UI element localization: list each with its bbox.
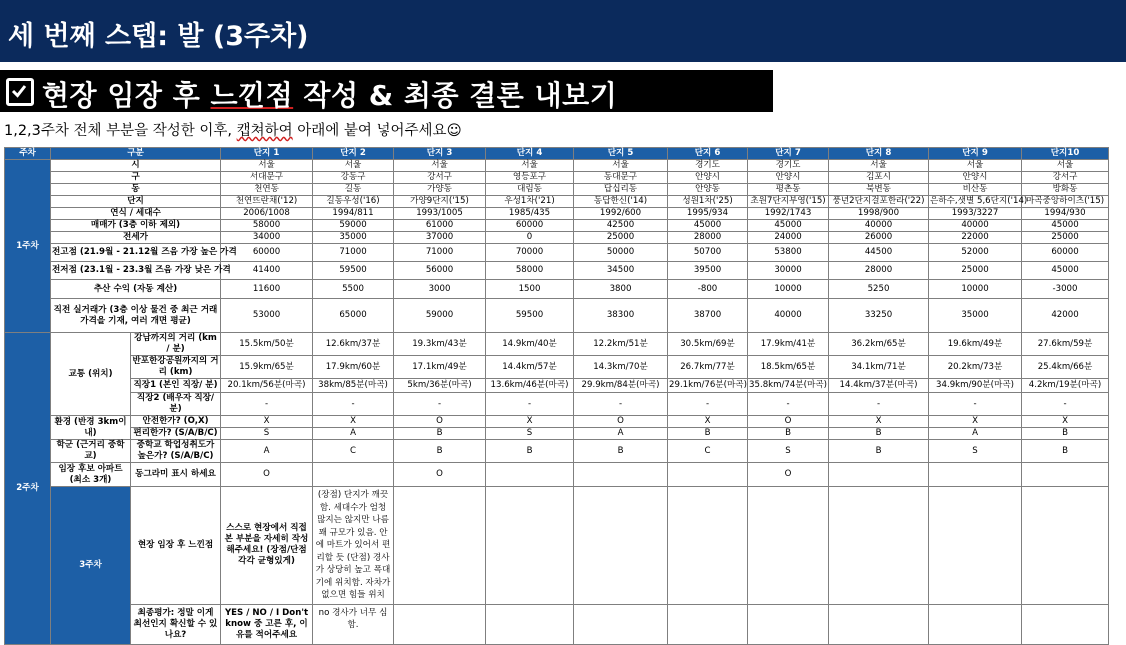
table-row — [5, 184, 1109, 196]
row-label: 최종평가: 정말 이게 최선인지 확신할 수 있나요? — [131, 604, 221, 644]
value-cell: 1992/600 — [574, 208, 668, 220]
value-cell: 마곡중앙하이츠('15) — [1022, 196, 1109, 208]
value-cell: 4.2km/19분(마곡) — [1022, 379, 1109, 393]
value-cell: 19.6km/49분 — [929, 333, 1022, 356]
table-row — [5, 244, 1109, 262]
value-cell: 서울 — [313, 160, 394, 172]
value-cell: 3000 — [394, 280, 486, 299]
value-cell: 60000 — [486, 220, 574, 232]
value-cell: 은하수,샛별 5,6단지('14) — [930, 196, 1028, 206]
value-cell: 59000 — [394, 299, 486, 333]
row-label: 매매가 (3층 이하 제외) — [51, 220, 221, 232]
value-cell: B — [748, 428, 829, 440]
value-cell: 15.5km/50분 — [221, 333, 313, 356]
value-cell: 30.5km/69분 — [668, 333, 748, 356]
complex-header: 단지 2 — [313, 148, 394, 160]
row-sublabel: 직장1 (본인 직장/ 분) — [131, 379, 221, 393]
section-heading — [0, 70, 773, 112]
value-cell — [668, 463, 748, 487]
complex-header: 단지10 — [1022, 148, 1109, 160]
value-cell: - — [486, 393, 574, 416]
value-cell: 70000 — [486, 244, 574, 262]
value-cell: 38km/85분(마곡) — [313, 379, 394, 393]
value-cell: 45000 — [1022, 220, 1109, 232]
value-cell — [829, 604, 929, 644]
complex-header: 단지 6 — [668, 148, 748, 160]
value-cell: 59000 — [313, 220, 394, 232]
value-cell: B — [829, 428, 929, 440]
value-cell: - — [748, 393, 829, 416]
complex-header: 단지 9 — [929, 148, 1022, 160]
value-cell: B — [394, 428, 486, 440]
value-cell: B — [394, 440, 486, 463]
row-sublabel: 중학교 학업성취도가 높은가? (S/A/B/C) — [131, 440, 221, 463]
value-cell: 동대문구 — [574, 172, 668, 184]
row-sublabel: 스스로 현장에서 직접 본 부분을 자세히 작성해주세요! (장점/단점 각각 균형있게) — [221, 487, 313, 605]
value-cell: 1985/435 — [486, 208, 574, 220]
value-cell: 71000 — [394, 244, 486, 262]
value-cell: 강동구 — [313, 172, 394, 184]
value-cell: 서울 — [929, 160, 1022, 172]
value-cell: 59500 — [486, 299, 574, 333]
value-cell: 1500 — [486, 280, 574, 299]
complex-header: 단지 1 — [221, 148, 313, 160]
value-cell: 1998/900 — [829, 208, 929, 220]
value-cell: 서울 — [574, 160, 668, 172]
value-cell: 답십리동 — [574, 184, 668, 196]
row-label: 환경 (반경 3km이내) — [51, 416, 131, 440]
row-sublabel: 편리한가? (S/A/B/C) — [131, 428, 221, 440]
value-cell: 11600 — [221, 280, 313, 299]
value-cell: O — [748, 463, 829, 487]
row-label: 전저점 (23.1월 - 23.3월 즈음 가장 낮은 가격 — [51, 262, 221, 280]
value-cell: 33250 — [829, 299, 929, 333]
value-cell: 풍년2단지걸포한라('22) — [829, 196, 929, 208]
value-cell — [748, 487, 829, 605]
value-cell: 15.9km/65분 — [221, 356, 313, 379]
value-cell: 34000 — [221, 232, 313, 244]
value-cell: 14.3km/70분 — [574, 356, 668, 379]
value-cell: - — [221, 393, 313, 416]
complex-header: 단지 7 — [748, 148, 829, 160]
value-cell: 12.6km/37분 — [313, 333, 394, 356]
value-cell — [668, 604, 748, 644]
row-label: 시 — [51, 160, 221, 172]
row-label: 연식 / 세대수 — [51, 208, 221, 220]
complex-header: 단지 3 — [394, 148, 486, 160]
value-cell: 평촌동 — [748, 184, 829, 196]
value-cell: 서울 — [394, 160, 486, 172]
row-label: 직전 실거래가 (3층 이상 물건 중 최근 거래 가격을 기재, 여러 개면 평균) — [51, 299, 221, 333]
value-cell: 35.8km/74분(마곡) — [748, 379, 829, 393]
week-label: 1주차 — [5, 160, 51, 333]
value-cell: 34500 — [574, 262, 668, 280]
value-cell: 17.9km/60분 — [313, 356, 394, 379]
value-cell: 42500 — [574, 220, 668, 232]
value-cell: 0 — [486, 232, 574, 244]
value-cell: - — [829, 393, 929, 416]
value-cell: X — [1022, 416, 1109, 428]
value-cell: 5250 — [829, 280, 929, 299]
value-cell: 안양시 — [748, 172, 829, 184]
value-cell: S — [748, 440, 829, 463]
value-cell: 60000 — [221, 244, 313, 262]
checkbox-icon — [6, 78, 34, 106]
value-cell: 동답한신('14) — [574, 196, 668, 208]
complex-header: 단지 8 — [829, 148, 929, 160]
value-cell: 71000 — [313, 244, 394, 262]
value-cell: 50000 — [574, 244, 668, 262]
value-cell: 25.4km/66분 — [1022, 356, 1109, 379]
value-cell: 가양동 — [394, 184, 486, 196]
value-cell — [929, 463, 1022, 487]
value-cell — [1022, 487, 1109, 605]
value-cell: A — [313, 428, 394, 440]
value-cell: B — [829, 440, 929, 463]
value-cell — [574, 463, 668, 487]
table-row — [5, 299, 1109, 333]
value-cell: 서울 — [221, 160, 313, 172]
value-cell — [486, 487, 574, 605]
value-cell: O — [221, 463, 313, 487]
value-cell — [574, 604, 668, 644]
row-sublabel: 동그라미 표시 하세요 — [131, 463, 221, 487]
value-cell: 12.2km/51분 — [574, 333, 668, 356]
value-cell: 26.7km/77분 — [668, 356, 748, 379]
row-label: 전세가 — [51, 232, 221, 244]
value-cell: - — [668, 393, 748, 416]
value-cell: 36.2km/65분 — [829, 333, 929, 356]
value-cell: 61000 — [394, 220, 486, 232]
value-cell: 우성1차('21) — [486, 196, 574, 208]
value-cell: 가양9단지('15) — [394, 196, 486, 208]
value-cell: 17.1km/49분 — [394, 356, 486, 379]
value-cell: 17.9km/41분 — [748, 333, 829, 356]
value-cell: 37000 — [394, 232, 486, 244]
value-cell — [486, 463, 574, 487]
week-label: 2주차 — [5, 333, 51, 645]
value-cell: 경기도 — [668, 160, 748, 172]
value-cell: 34.9km/90분(마곡) — [929, 379, 1022, 393]
value-cell: O — [394, 416, 486, 428]
value-cell: 길동 — [313, 184, 394, 196]
value-cell: -800 — [668, 280, 748, 299]
value-cell: A — [929, 428, 1022, 440]
table-row — [5, 379, 1109, 393]
value-cell — [1022, 463, 1109, 487]
value-cell: 26000 — [829, 232, 929, 244]
analysis-table — [4, 147, 1109, 645]
page-title: 세 번째 스텝: 발 (3주차) — [8, 21, 309, 52]
table-row — [5, 160, 1109, 172]
value-cell: 대림동 — [486, 184, 574, 196]
value-cell: X — [313, 416, 394, 428]
value-cell: 30000 — [748, 262, 829, 280]
row-label: 임장 후보 아파트 (최소 3개) — [51, 463, 131, 487]
value-cell: 10000 — [748, 280, 829, 299]
table-row — [5, 487, 1109, 605]
value-cell — [748, 604, 829, 644]
row-sublabel: 강남까지의 거리 (km / 분) — [131, 333, 221, 356]
table-row — [5, 393, 1109, 416]
value-cell: 10000 — [929, 280, 1022, 299]
value-cell: C — [668, 440, 748, 463]
value-cell — [668, 487, 748, 605]
value-cell: O — [748, 416, 829, 428]
value-cell: - — [394, 393, 486, 416]
value-cell: B — [1022, 428, 1109, 440]
value-cell: 북변동 — [829, 184, 929, 196]
instruction-text: 1,2,3주차 전체 부분을 작성한 이후, 캡쳐하여 아래에 붙여 넣어주세요☺ — [4, 123, 462, 139]
table-row — [5, 356, 1109, 379]
value-cell: 44500 — [829, 244, 929, 262]
value-cell: 천연동 — [221, 184, 313, 196]
value-cell: 1994/811 — [313, 208, 394, 220]
value-cell: 28000 — [668, 232, 748, 244]
value-cell: O — [574, 416, 668, 428]
value-cell: 초원7단지부영('15) — [748, 196, 829, 208]
value-cell: 38700 — [668, 299, 748, 333]
value-cell: 65000 — [313, 299, 394, 333]
row-label: 추산 수익 (자동 계산) — [51, 280, 221, 299]
value-cell: - — [1022, 393, 1109, 416]
row-label: 동 — [51, 184, 221, 196]
value-cell: B — [486, 440, 574, 463]
analysis-table-wrap — [4, 147, 1108, 640]
value-cell: 서대문구 — [221, 172, 313, 184]
value-cell: 45000 — [668, 220, 748, 232]
value-cell: 59500 — [313, 262, 394, 280]
value-cell: 41400 — [221, 262, 313, 280]
value-cell: 20.2km/73분 — [929, 356, 1022, 379]
row-label: 구 — [51, 172, 221, 184]
complex-header: 단지 5 — [574, 148, 668, 160]
value-cell: 28000 — [829, 262, 929, 280]
value-cell: 24000 — [748, 232, 829, 244]
heading-text: 현장 임장 후 느낀점 작성 & 최종 결론 내보기 — [42, 79, 618, 112]
value-cell — [394, 604, 486, 644]
value-cell: X — [221, 416, 313, 428]
value-cell: 안양시 — [929, 172, 1022, 184]
value-cell: 60000 — [1022, 244, 1109, 262]
value-cell — [929, 604, 1022, 644]
table-row — [5, 262, 1109, 280]
value-cell: 19.3km/43분 — [394, 333, 486, 356]
value-cell: 45000 — [748, 220, 829, 232]
table-row — [5, 172, 1109, 184]
value-cell: B — [574, 440, 668, 463]
value-cell: 안양시 — [668, 172, 748, 184]
header-row — [5, 148, 1109, 160]
value-cell: X — [668, 416, 748, 428]
value-cell: B — [668, 428, 748, 440]
value-cell: 천연뜨란채('12) — [221, 196, 313, 208]
value-cell: -3000 — [1022, 280, 1109, 299]
title-bar — [0, 0, 1126, 62]
value-cell — [486, 604, 574, 644]
value-cell: 22000 — [929, 232, 1022, 244]
value-cell: A — [221, 440, 313, 463]
row-label: 전고점 (21.9월 - 21.12월 즈음 가장 높은 가격 — [51, 244, 221, 262]
value-cell: - — [574, 393, 668, 416]
value-cell: X — [829, 416, 929, 428]
row-label: 학군 (근거리 중학교) — [51, 440, 131, 463]
table-row — [5, 196, 1109, 208]
value-cell: 경기도 — [748, 160, 829, 172]
table-row — [5, 232, 1109, 244]
value-cell: 25000 — [929, 262, 1022, 280]
value-cell — [1022, 604, 1109, 644]
table-row — [5, 416, 1109, 428]
table-row — [5, 428, 1109, 440]
value-cell: A — [574, 428, 668, 440]
value-cell: 2006/1008 — [221, 208, 313, 220]
value-cell: 3800 — [574, 280, 668, 299]
value-cell: 25000 — [574, 232, 668, 244]
value-cell: 서울 — [1022, 160, 1109, 172]
table-row — [5, 208, 1109, 220]
value-cell: X — [486, 416, 574, 428]
value-cell: 성원1차('25) — [668, 196, 748, 208]
value-cell: 김포시 — [829, 172, 929, 184]
value-cell: 영등포구 — [486, 172, 574, 184]
value-cell: 비산동 — [929, 184, 1022, 196]
value-cell: 56000 — [394, 262, 486, 280]
table-row — [5, 604, 1109, 644]
week-header: 주차 — [5, 148, 51, 160]
value-cell: 35000 — [313, 232, 394, 244]
value-cell: 20.1km/56분(마곡) — [221, 379, 313, 393]
value-cell — [313, 463, 394, 487]
value-cell: 1993/1005 — [394, 208, 486, 220]
value-cell: 53800 — [748, 244, 829, 262]
value-cell: 13.6km/46분(마곡) — [486, 379, 574, 393]
row-label: 단지 — [51, 196, 221, 208]
value-cell: 1995/934 — [668, 208, 748, 220]
value-cell: 강서구 — [394, 172, 486, 184]
value-cell: 1993/3227 — [929, 208, 1022, 220]
table-row — [5, 280, 1109, 299]
table-row — [5, 440, 1109, 463]
value-cell: 14.4km/37분(마곡) — [829, 379, 929, 393]
row-sublabel: 반포한강공원까지의 거리 (km) — [132, 356, 219, 377]
value-cell: S — [486, 428, 574, 440]
value-cell: X — [929, 416, 1022, 428]
value-cell — [929, 487, 1022, 605]
value-cell: 34.1km/71분 — [829, 356, 929, 379]
value-cell: 42000 — [1022, 299, 1109, 333]
value-cell — [829, 487, 929, 605]
value-cell: 5500 — [313, 280, 394, 299]
value-cell: 서울 — [829, 160, 929, 172]
row-label: 현장 임장 후 느낀점 — [131, 487, 221, 605]
value-cell: 45000 — [1022, 262, 1109, 280]
value-cell: 14.4km/57분 — [486, 356, 574, 379]
value-cell: 52000 — [929, 244, 1022, 262]
value-cell — [394, 487, 486, 605]
row-sublabel: YES / NO / I Don't know 중 고른 후, 이유를 적어주세요 — [221, 604, 313, 644]
value-cell: 39500 — [668, 262, 748, 280]
value-cell — [829, 463, 929, 487]
value-cell: 40000 — [829, 220, 929, 232]
value-cell: 14.9km/40분 — [486, 333, 574, 356]
value-cell: - — [313, 393, 394, 416]
value-cell: 서울 — [486, 160, 574, 172]
value-cell: - — [929, 393, 1022, 416]
category-header: 구분 — [51, 148, 221, 160]
value-cell: 1992/1743 — [748, 208, 829, 220]
value-cell: 29.9km/84분(마곡) — [574, 379, 668, 393]
value-cell: S — [929, 440, 1022, 463]
value-cell: 58000 — [486, 262, 574, 280]
value-cell: 29.1km/76분(마곡) — [668, 379, 748, 393]
value-cell: 1994/930 — [1022, 208, 1109, 220]
value-cell: C — [313, 440, 394, 463]
value-cell: 38300 — [574, 299, 668, 333]
note-cell: no 경사가 너무 심함. — [313, 604, 394, 644]
value-cell: 길동우성('16) — [313, 196, 394, 208]
value-cell: B — [1022, 440, 1109, 463]
table-row — [5, 220, 1109, 232]
value-cell: 35000 — [929, 299, 1022, 333]
value-cell: 27.6km/59분 — [1022, 333, 1109, 356]
complex-header: 단지 4 — [486, 148, 574, 160]
value-cell: 58000 — [221, 220, 313, 232]
value-cell: 5km/36분(마곡) — [394, 379, 486, 393]
value-cell: O — [394, 463, 486, 487]
table-row — [5, 333, 1109, 356]
value-cell: 40000 — [748, 299, 829, 333]
row-sublabel: 직장2 (배우자 직장/ 분) — [131, 393, 221, 416]
value-cell: 53000 — [221, 299, 313, 333]
note-cell: (장점) 단지가 깨끗함. 세대수가 엄청 많지는 않지만 나름 꽤 규모가 있음. 안에 마트가 있어서 편리할 듯 (단점) 경사가 상당히 높고 폭대기에 위치함. 자차가 없으면 힘들 위치 — [313, 487, 394, 605]
value-cell: 40000 — [929, 220, 1022, 232]
row-label: 교통 (위치) — [51, 333, 131, 416]
table-row — [5, 463, 1109, 487]
value-cell — [574, 487, 668, 605]
value-cell: 50700 — [668, 244, 748, 262]
value-cell: 강서구 — [1022, 172, 1109, 184]
value-cell: 18.5km/65분 — [748, 356, 829, 379]
value-cell: 25000 — [1022, 232, 1109, 244]
row-sublabel: 안전한가? (O,X) — [131, 416, 221, 428]
value-cell: 안양동 — [668, 184, 748, 196]
value-cell: S — [221, 428, 313, 440]
week-label: 3주차 — [51, 487, 131, 645]
value-cell: 방화동 — [1022, 184, 1109, 196]
